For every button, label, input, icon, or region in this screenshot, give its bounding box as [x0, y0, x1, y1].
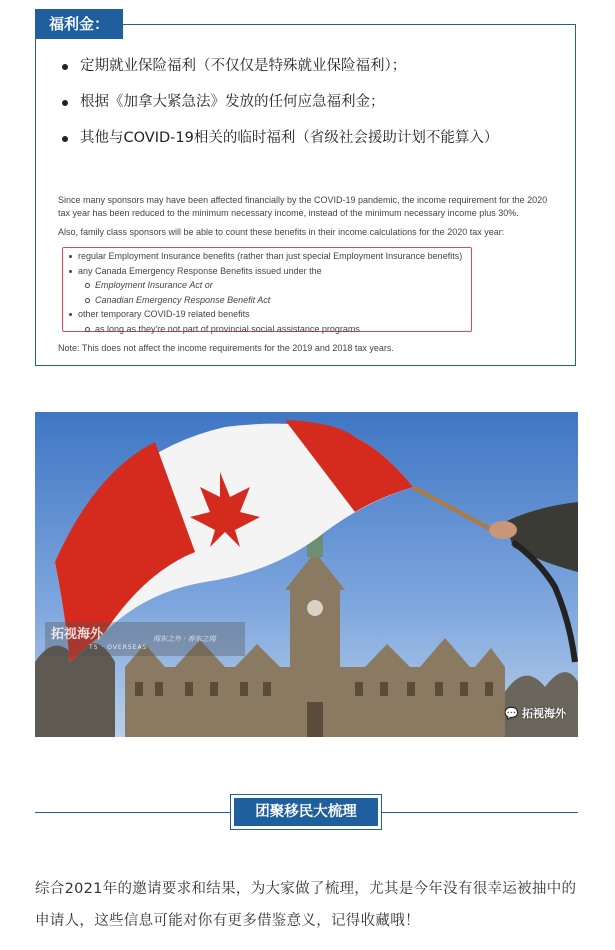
list-item: other temporary COVID-19 related benefits — [68, 307, 468, 322]
canada-flag-photo — [35, 412, 578, 737]
list-item: as long as they're not part of provincial social assistance programs — [68, 322, 468, 337]
list-item: 根据《加拿大紧急法》发放的任何应急福利金； — [58, 92, 498, 112]
benefits-list — [58, 56, 498, 164]
watermark-left — [45, 622, 245, 656]
benefits-tag: 福利金： — [35, 9, 123, 39]
embedded-screenshot — [58, 194, 558, 353]
list-item: 定期就业保险福利（不仅仅是特殊就业保险福利）； — [58, 56, 498, 76]
watermark-logo: 拓视海外 — [51, 627, 104, 642]
screenshot-note: Note: This does not affect the income requirements for the 2019 and 2018 tax years. — [58, 343, 394, 353]
summary-paragraph: 综合2021年的邀请要求和结果，为大家做了梳理，尤其是今年没有很幸运被抽中的申请人，这些信息可能对你有更多借鉴意义，记得收藏哦！ — [35, 881, 577, 929]
screenshot-paragraph-2: Also, family class sponsors will be able to count these benefits in their income calculations for the 2020 tax year: — [58, 227, 505, 237]
watermark-sub: TS · OVERSEAS — [89, 644, 148, 651]
list-item: Canadian Emergency Response Benefit Act — [68, 293, 468, 308]
list-item: 其他与COVID-19相关的临时福利（省级社会援助计划不能算入） — [58, 128, 498, 148]
screenshot-paragraph-1: Since many sponsors may have been affected financially by the COVID-19 pandemic, the income requirement for the 2020 tax year has been reduced to the minimum necessary income, instead of the minimum necessary income plus 30%. — [58, 195, 548, 218]
list-item: regular Employment Insurance benefits (rather than just special Employment Insurance benefits) — [68, 249, 468, 264]
photo-illustration — [35, 412, 578, 737]
screenshot-benefit-list — [68, 249, 468, 336]
watermark-right — [504, 705, 566, 721]
section-title — [230, 794, 382, 830]
section-title-text: 团聚移民大梳理 — [234, 798, 378, 826]
watermark-extra: 闻东之外 · 春东之闻 — [153, 635, 216, 643]
list-item: any Canada Emergency Response Benefits issued under the — [68, 264, 468, 279]
watermark-right-text: 拓视海外 — [522, 707, 566, 720]
list-item: Employment Insurance Act or — [68, 278, 468, 293]
wechat-icon: 💬 — [504, 707, 519, 720]
